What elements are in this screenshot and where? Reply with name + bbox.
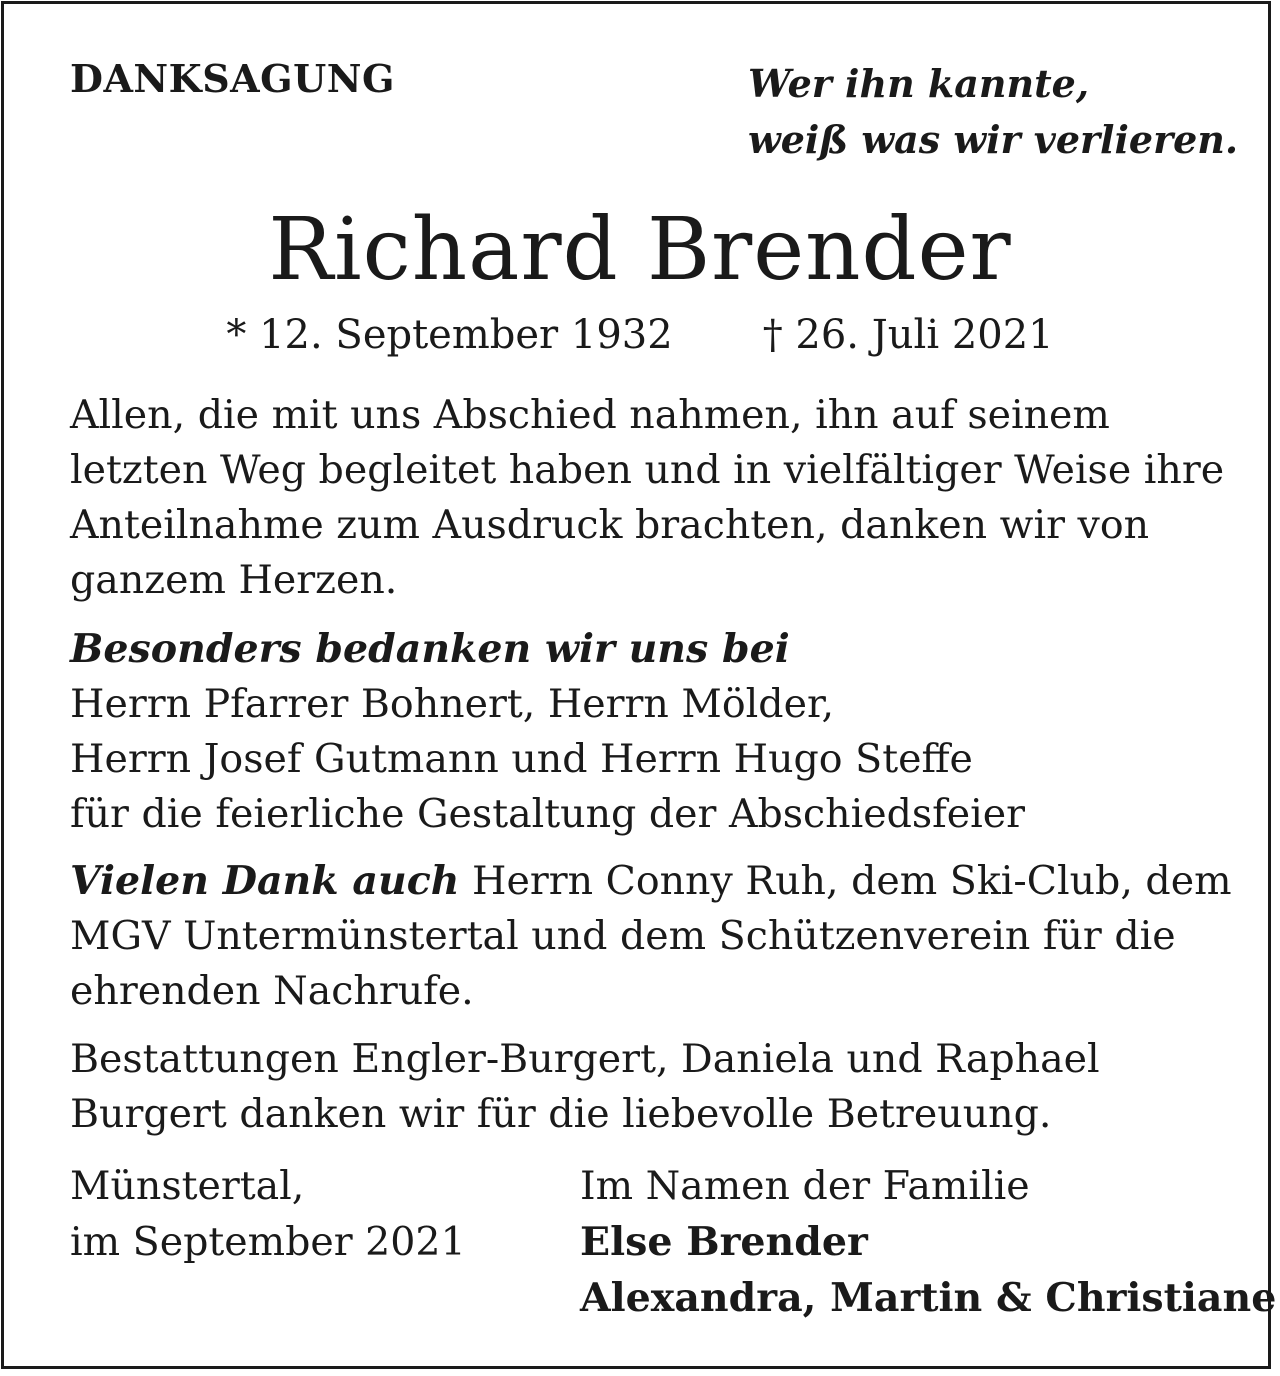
text-line: Burgert danken wir für die liebevolle Betreuung. bbox=[70, 1091, 1052, 1137]
motto-line: Wer ihn kannte, bbox=[748, 61, 1090, 106]
text-line: Allen, die mit uns Abschied nahmen, ihn auf seinem bbox=[70, 392, 1110, 438]
birth-date: * 12. September 1932 bbox=[226, 312, 673, 358]
on-behalf-text: Im Namen der Familie bbox=[580, 1163, 1030, 1209]
life-dates bbox=[0, 312, 1280, 358]
text-line: Herrn Josef Gutmann und Herrn Hugo Steffe bbox=[70, 736, 973, 782]
death-date: † 26. Juli 2021 bbox=[762, 312, 1054, 358]
thanks-paragraph bbox=[70, 388, 1225, 608]
text-line: MGV Untermünstertal und dem Schützenverein für die bbox=[70, 913, 1176, 959]
text-line: für die feierliche Gestaltung der Abschiedsfeier bbox=[70, 791, 1026, 837]
text-line bbox=[70, 854, 1232, 909]
text-line: letzten Weg begleitet haben und in vielfältiger Weise ihre bbox=[70, 447, 1225, 493]
text-line: Bestattungen Engler-Burgert, Daniela und Raphael bbox=[70, 1036, 1100, 1082]
special-thanks-paragraph bbox=[70, 622, 1220, 842]
also-thanks-paragraph bbox=[70, 854, 1232, 1019]
text-line: ehrenden Nachrufe. bbox=[70, 968, 474, 1014]
undertaker-paragraph bbox=[70, 1032, 1220, 1142]
signer-name: Else Brender bbox=[580, 1219, 868, 1265]
motto bbox=[748, 56, 1238, 168]
also-thanks-heading: Vielen Dank auch bbox=[70, 858, 460, 904]
text-line: ganzem Herzen. bbox=[70, 557, 398, 603]
notice-heading: DANKSAGUNG bbox=[70, 56, 395, 101]
place: Münstertal, bbox=[70, 1163, 305, 1209]
motto-line: weiß was wir verlieren. bbox=[748, 117, 1239, 162]
deceased-name: Richard Brender bbox=[268, 200, 1012, 300]
signer-names: Alexandra, Martin & Christiane bbox=[580, 1275, 1277, 1321]
text-line: Herrn Pfarrer Bohnert, Herrn Mölder, bbox=[70, 681, 835, 727]
signature-block bbox=[580, 1158, 1276, 1326]
place-date bbox=[70, 1158, 466, 1270]
text-line: Anteilnahme zum Ausdruck brachten, danken wir von bbox=[70, 502, 1150, 548]
also-thanks-text: Herrn Conny Ruh, dem Ski-Club, dem bbox=[459, 858, 1232, 904]
special-thanks-heading: Besonders bedanken wir uns bei bbox=[70, 626, 790, 672]
date: im September 2021 bbox=[70, 1219, 466, 1265]
